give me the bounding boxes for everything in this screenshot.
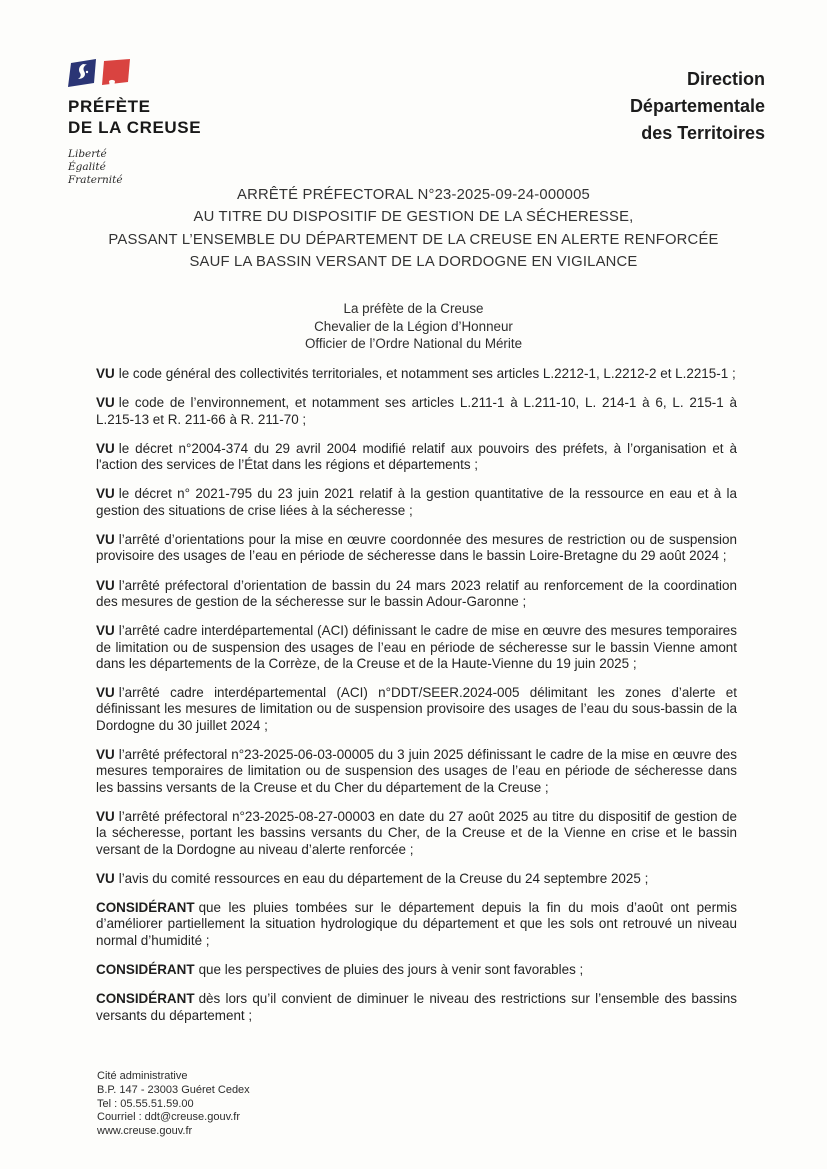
paragraph-text: le décret n°2004-374 du 29 avril 2004 modifié relatif aux pouvoirs des préfets, à l’organisation et à l'action des services de l’État dans les régions et départements ; xyxy=(96,440,737,473)
authority-block xyxy=(0,300,827,353)
paragraph-lead: VU xyxy=(96,486,115,502)
prefecture-name-line1: PRÉFÈTE xyxy=(68,97,151,116)
paragraph-considerant-3 xyxy=(96,991,737,1024)
paragraph-vu-2 xyxy=(96,395,737,428)
paragraph-text: l’arrêté préfectoral n°23-2025-06-03-00005 du 3 juin 2025 définissant le cadre de la mise en œuvre des mesures temporaires de limitation ou de suspension des usages de l’eau en période de sécheresse dans les bassins versants de la Creuse et du Cher du département de la Creuse ; xyxy=(96,747,737,795)
paragraph-considerant-1 xyxy=(96,900,737,949)
prefecture-name-line2: DE LA CREUSE xyxy=(68,118,202,137)
paragraph-text: l’arrêté cadre interdépartemental (ACI) n°DDT/SEER.2024-005 délimitant les zones d’alerte et définissant les mesures de limitation ou de suspension provisoire des usages de l’eau du sous-bassin de la Dordogne du 30 juillet 2024 ; xyxy=(96,685,737,733)
decree-body xyxy=(96,366,737,1037)
footer-phone: Tel : 05.55.51.59.00 xyxy=(97,1097,194,1110)
footer-website: www.creuse.gouv.fr xyxy=(97,1125,193,1138)
contact-footer xyxy=(97,1070,250,1139)
title-line1: ARRÊTÉ PRÉFECTORAL N°23-2025-09-24-000005 xyxy=(237,187,590,203)
paragraph-text: l’arrêté d’orientations pour la mise en œuvre coordonnée des mesures de restriction ou de suspension provisoire des usages de l’eau en période de sécheresse dans le bassin Loire-Bretagne du 29 août 2024 ; xyxy=(96,532,737,564)
paragraph-text: le code de l’environnement, et notamment ses articles L.211-1 à L.211-10, L. 214-1 à 6, L. 215-1 à L.215-13 et R. 211-66 à R. 211-70 ; xyxy=(96,395,737,427)
paragraph-text: le décret n° 2021-795 du 23 juin 2021 relatif à la gestion quantitative de la ressource en eau et à la gestion des situations de crise liées à la sécheresse ; xyxy=(96,486,737,518)
service-line3: des Territoires xyxy=(641,123,765,143)
paragraph-vu-4 xyxy=(96,486,737,519)
paragraph-text: l’avis du comité ressources en eau du département de la Creuse du 24 septembre 2025 ; xyxy=(118,870,649,886)
paragraph-text: l’arrêté préfectoral d’orientation de bassin du 24 mars 2023 relatif au renforcement de la coordination des mesures de gestion de la sécheresse sur le bassin Adour-Garonne ; xyxy=(96,577,737,609)
paragraph-lead: VU xyxy=(96,747,115,763)
title-line2: AU TITRE DU DISPOSITIF DE GESTION DE LA SÉCHERESSE, xyxy=(193,209,634,226)
paragraph-lead: VU xyxy=(96,366,115,381)
service-line2: Départementale xyxy=(629,96,765,116)
motto-fraternite: Fraternité xyxy=(68,174,123,186)
service-line1: Direction xyxy=(686,69,765,89)
paragraph-lead: CONSIDÉRANT xyxy=(96,900,195,916)
paragraph-text: que les perspectives de pluies des jours à venir sont favorables ; xyxy=(198,962,584,978)
title-line3: PASSANT L’ENSEMBLE DU DÉPARTEMENT DE LA CREUSE EN ALERTE RENFORCÉE xyxy=(108,231,719,248)
paragraph-vu-6 xyxy=(96,578,737,611)
paragraph-vu-1 xyxy=(96,366,737,382)
paragraph-vu-8 xyxy=(96,685,737,734)
paragraph-vu-7 xyxy=(96,623,737,672)
paragraph-lead: VU xyxy=(96,808,115,824)
authority-line1: La préfète de la Creuse xyxy=(343,301,484,316)
prefecture-name xyxy=(68,96,288,138)
paragraph-lead: CONSIDÉRANT xyxy=(96,991,195,1007)
government-logo xyxy=(68,58,288,187)
paragraph-lead: CONSIDÉRANT xyxy=(96,962,195,978)
paragraph-lead: VU xyxy=(96,532,115,548)
paragraph-vu-5 xyxy=(96,532,737,565)
paragraph-lead: VU xyxy=(96,395,115,411)
authority-line2: Chevalier de la Légion d’Honneur xyxy=(314,318,513,334)
french-flag-icon xyxy=(68,58,132,88)
issuing-service xyxy=(630,66,765,147)
authority-line3: Officier de l’Ordre National du Mérite xyxy=(304,336,523,352)
document-title xyxy=(0,184,827,274)
paragraph-lead: VU xyxy=(96,440,115,456)
motto-egalite: Égalité xyxy=(68,161,106,173)
paragraph-vu-11 xyxy=(96,871,737,887)
paragraph-lead: VU xyxy=(96,685,115,701)
paragraph-lead: VU xyxy=(96,870,115,886)
paragraph-lead: VU xyxy=(96,577,115,593)
paragraph-text: l’arrêté préfectoral n°23-2025-08-27-00003 en date du 27 août 2025 au titre du dispositif de gestion de la sécheresse, portant les bassins versants du Cher, de la Creuse et de la Vienne en crise et le bassin versant de la Dordogne au niveau d’alerte renforcée ; xyxy=(96,808,737,857)
footer-address-line2: B.P. 147 - 23003 Guéret Cedex xyxy=(97,1083,250,1096)
paragraph-text: que les pluies tombées sur le département depuis la fin du mois d’août ont permis d’améliorer partiellement la situation hydrologique du département et que les sols ont retrouvé un niveau normal d’humidité ; xyxy=(96,900,737,948)
paragraph-lead: VU xyxy=(96,623,115,639)
paragraph-vu-3 xyxy=(96,441,737,474)
motto-liberte: Liberté xyxy=(68,148,107,160)
title-line4: SAUF LA BASSIN VERSANT DE LA DORDOGNE EN VIGILANCE xyxy=(189,254,638,271)
paragraph-text: le code général des collectivités territoriales, et notamment ses articles L.2212-1, L.2212-2 et L.2215-1 ; xyxy=(118,366,736,381)
paragraph-vu-9 xyxy=(96,747,737,796)
paragraph-text: dès lors qu’il convient de diminuer le niveau des restrictions sur l’ensemble des bassins versants du département ; xyxy=(96,991,737,1023)
paragraph-considerant-2 xyxy=(96,962,737,978)
footer-email: Courriel : ddt@creuse.gouv.fr xyxy=(97,1111,241,1124)
paragraph-vu-10 xyxy=(96,809,737,858)
paragraph-text: l’arrêté cadre interdépartemental (ACI) définissant le cadre de mise en œuvre des mesures temporaires de limitation ou de suspension des usages de l’eau en période de sécheresse sur le bassin Vienne amont dans les départements de la Corrèze, de la Creuse et de la Haute-Vienne du 19 juin 2025 ; xyxy=(96,623,737,671)
republic-motto xyxy=(68,148,288,187)
footer-address-line1: Cité administrative xyxy=(97,1070,188,1082)
